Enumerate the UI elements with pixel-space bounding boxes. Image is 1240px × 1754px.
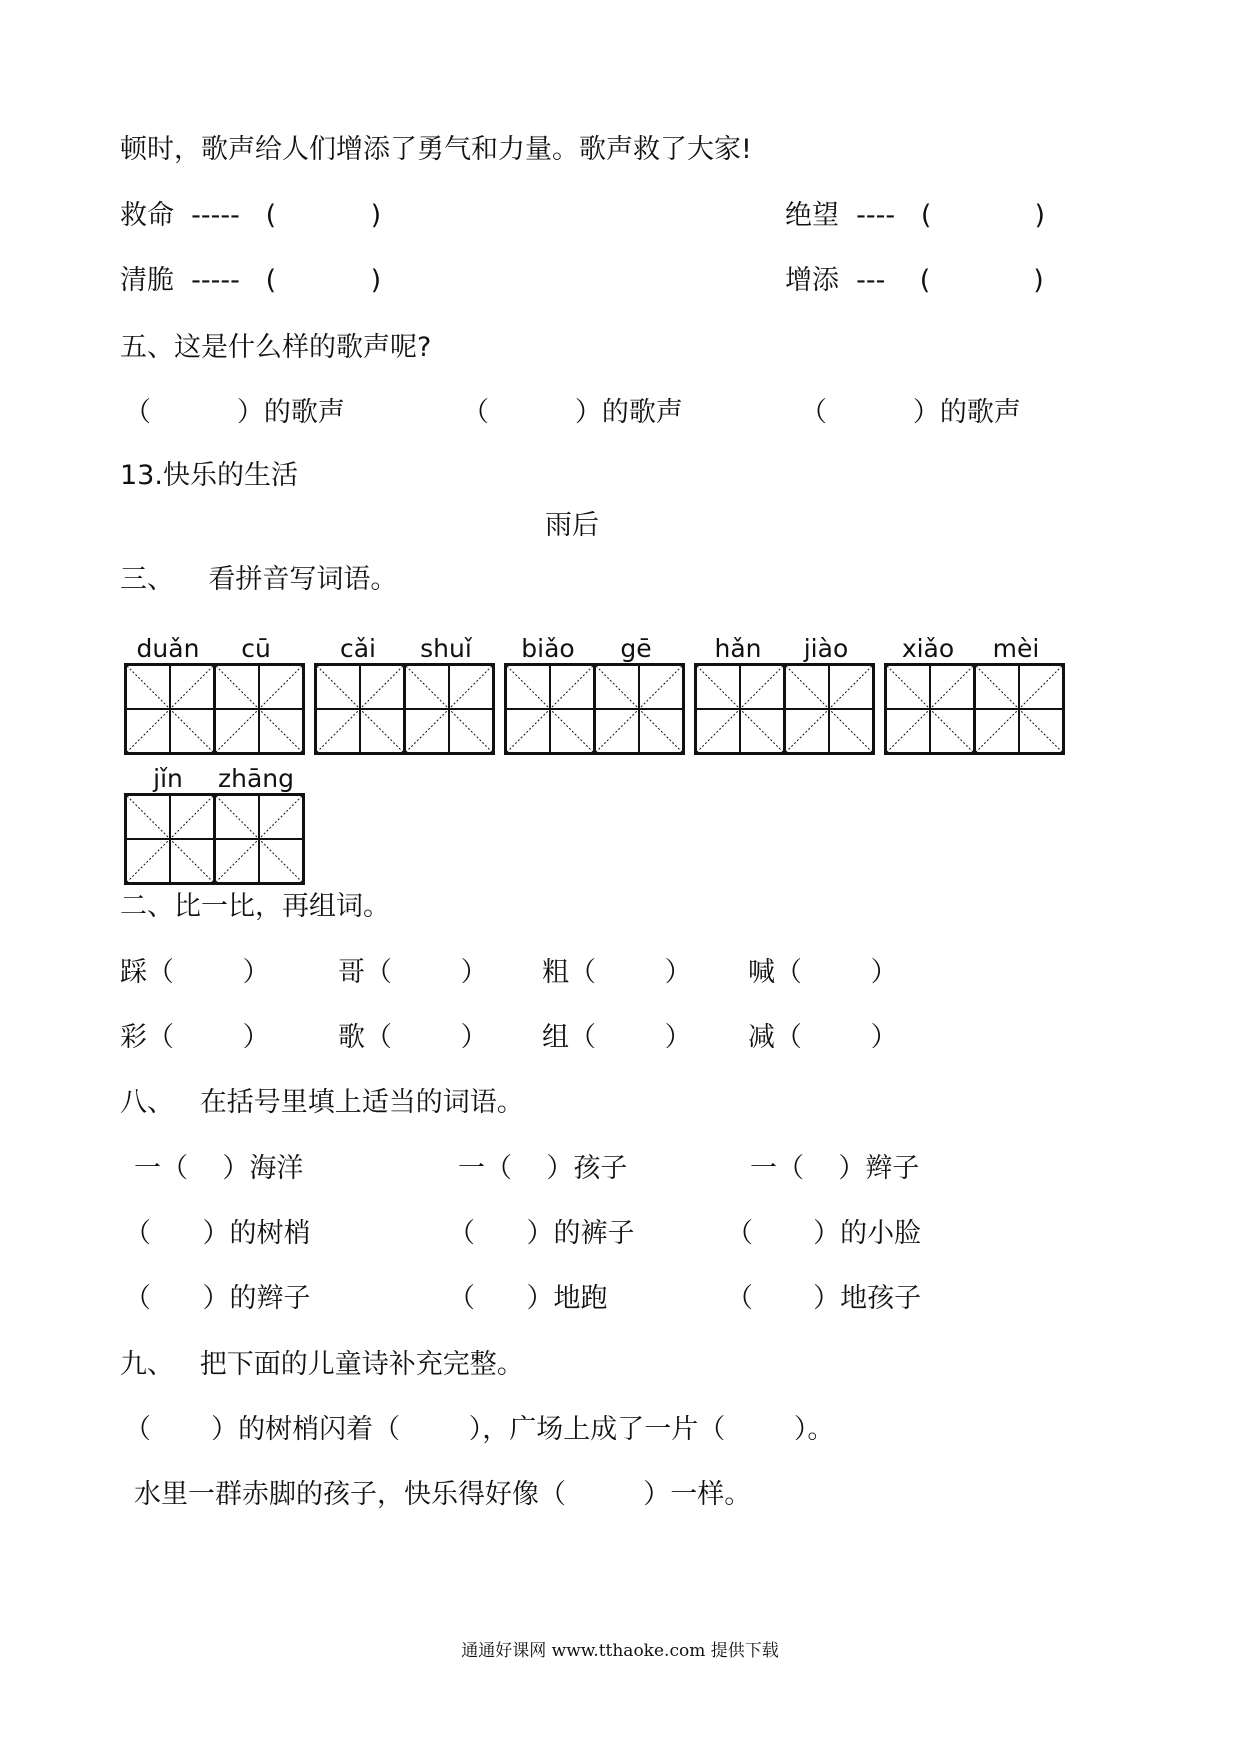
- writing-box[interactable]: [783, 666, 872, 752]
- grid-guide-lines: [216, 796, 302, 882]
- section5-item: （ ）的歌声: [124, 397, 345, 428]
- antonym-word: 增添: [785, 265, 839, 296]
- pinyin-label: hǎn: [714, 634, 762, 663]
- antonym-item: [120, 264, 381, 298]
- pinyin-label: duǎn: [136, 634, 200, 663]
- antonym-item: [785, 199, 1045, 233]
- paren-close: ): [370, 265, 382, 296]
- grid-guide-lines: [406, 666, 492, 752]
- fill-item: （ ）的小脸: [726, 1218, 922, 1249]
- antonym-word: 绝望: [785, 200, 839, 231]
- footer: 通通好课网 www.tthaoke.com 提供下载: [461, 1641, 779, 1661]
- antonym-dash: ---: [856, 265, 886, 296]
- poem-line: 水里一群赤脚的孩子，快乐得好像（ ）一样。: [134, 1479, 752, 1510]
- compare-item: 踩（ ）: [120, 957, 270, 988]
- word-grid: [504, 627, 685, 755]
- antonym-item: [120, 199, 381, 233]
- writing-box[interactable]: [507, 666, 593, 752]
- pinyin-grid-row-2: [124, 757, 314, 885]
- word-grid: [124, 757, 305, 885]
- compare-item: 哥（ ）: [338, 957, 488, 988]
- fill-item: （ ）的树梢: [124, 1218, 311, 1249]
- lesson-subtitle: 雨后: [545, 510, 599, 541]
- lesson-title: 13.快乐的生活: [120, 460, 298, 491]
- pinyin-label: shuǐ: [420, 634, 472, 663]
- antonym-dash: -----: [191, 265, 240, 296]
- section9-title: 九、 把下面的儿童诗补充完整。: [120, 1349, 524, 1380]
- poem-line: （ ）的树梢闪着（ ），广场上成了一片（ ）。: [124, 1414, 835, 1445]
- section5-item: （ ）的歌声: [800, 397, 1021, 428]
- antonym-word: 救命: [120, 200, 174, 231]
- fill-item: （ ）地跑: [448, 1283, 608, 1314]
- paren-close: ): [1034, 200, 1045, 231]
- word-grid: [314, 627, 495, 755]
- writing-box[interactable]: [697, 666, 783, 752]
- writing-box[interactable]: [213, 796, 302, 882]
- section5-item: （ ）的歌声: [462, 397, 683, 428]
- fill-item: 一（ ）辫子: [750, 1153, 920, 1184]
- writing-box[interactable]: [213, 666, 302, 752]
- grid-guide-lines: [697, 666, 783, 752]
- pinyin-label: jǐn: [153, 764, 183, 793]
- antonym-dash: ----: [856, 200, 896, 231]
- compare-item: 粗（ ）: [542, 957, 692, 988]
- grid-guide-lines: [127, 666, 213, 752]
- compare-item: 喊（ ）: [748, 957, 898, 988]
- word-grid: [124, 627, 305, 755]
- writing-box[interactable]: [127, 796, 213, 882]
- pinyin-label: mèi: [992, 634, 1040, 663]
- writing-box[interactable]: [127, 666, 213, 752]
- paren-open: (: [920, 200, 932, 231]
- pinyin-label: biǎo: [521, 634, 575, 663]
- intro-line: 顿时，歌声给人们增添了勇气和力量。歌声救了大家!: [120, 134, 752, 165]
- antonym-word: 清脆: [120, 265, 174, 296]
- section2-title: 二、比一比，再组词。: [120, 891, 390, 922]
- fill-item: 一（ ）孩子: [458, 1153, 628, 1184]
- pinyin-label: jiào: [803, 634, 849, 663]
- fill-item: （ ）的裤子: [448, 1218, 635, 1249]
- grid-guide-lines: [127, 796, 213, 882]
- grid-guide-lines: [507, 666, 593, 752]
- compare-item: 减（ ）: [748, 1022, 898, 1053]
- pinyin-label: cǎi: [339, 634, 376, 663]
- compare-item: 彩（ ）: [120, 1022, 270, 1053]
- writing-box[interactable]: [403, 666, 492, 752]
- grid-guide-lines: [887, 666, 973, 752]
- section8-title: 八、 在括号里填上适当的词语。: [120, 1087, 524, 1118]
- pinyin-label: xiǎo: [901, 634, 955, 663]
- section5-title: 五、这是什么样的歌声呢?: [120, 332, 432, 363]
- paren-open: (: [265, 265, 277, 296]
- grid-guide-lines: [317, 666, 403, 752]
- word-grid: [884, 627, 1065, 755]
- paren-open: (: [919, 265, 931, 296]
- fill-item: （ ）的辫子: [124, 1283, 311, 1314]
- fill-item: （ ）地孩子: [726, 1283, 922, 1314]
- pinyin-label: cū: [241, 634, 271, 663]
- writing-box[interactable]: [973, 666, 1062, 752]
- pinyin-grid-row-1: [124, 627, 1074, 755]
- writing-box[interactable]: [887, 666, 973, 752]
- compare-item: 歌（ ）: [338, 1022, 488, 1053]
- grid-guide-lines: [976, 666, 1062, 752]
- pinyin-label: gē: [620, 634, 652, 663]
- section3-title: 三、 看拼音写词语。: [120, 564, 398, 595]
- paren-close: ): [1033, 265, 1044, 296]
- grid-guide-lines: [596, 666, 682, 752]
- paren-close: ): [370, 200, 382, 231]
- fill-item: 一（ ）海洋: [134, 1153, 304, 1184]
- writing-box[interactable]: [317, 666, 403, 752]
- paren-open: (: [265, 200, 277, 231]
- grid-guide-lines: [786, 666, 872, 752]
- compare-item: 组（ ）: [542, 1022, 692, 1053]
- writing-box[interactable]: [593, 666, 682, 752]
- antonym-item: [785, 264, 1044, 298]
- grid-guide-lines: [216, 666, 302, 752]
- antonym-dash: -----: [191, 200, 240, 231]
- word-grid: [694, 627, 875, 755]
- pinyin-label: zhāng: [217, 764, 294, 793]
